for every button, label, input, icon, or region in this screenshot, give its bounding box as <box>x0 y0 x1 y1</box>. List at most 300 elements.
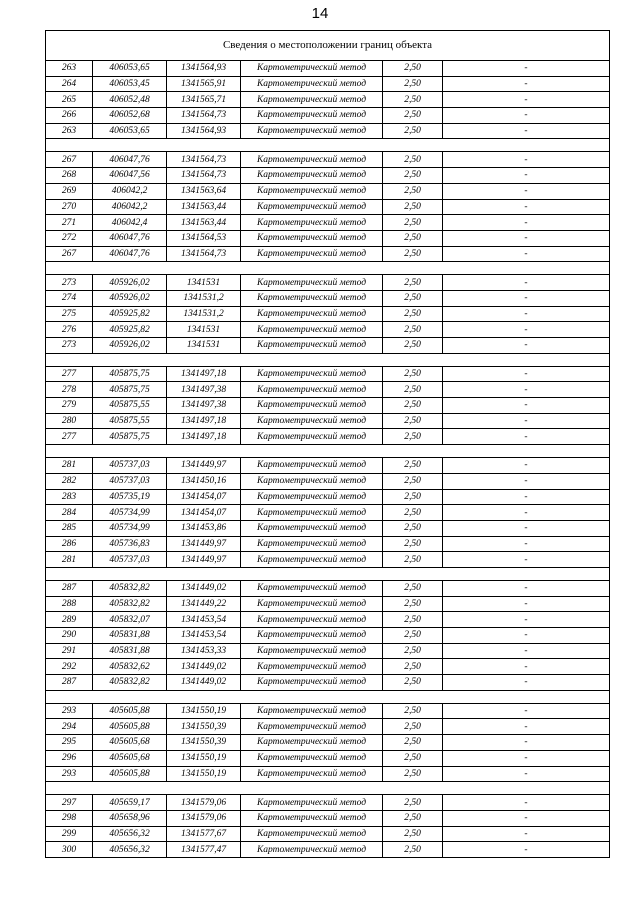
accuracy-cell: 2,50 <box>383 413 443 429</box>
table-row <box>46 183 610 199</box>
description-cell: - <box>443 505 610 521</box>
y-coordinate-cell: 1341550,39 <box>167 735 241 751</box>
point-number-cell: 263 <box>46 61 93 77</box>
accuracy-cell: 2,50 <box>383 275 443 291</box>
accuracy-cell: 2,50 <box>383 505 443 521</box>
point-number-cell: 272 <box>46 230 93 246</box>
method-cell: Картометрический метод <box>241 246 383 262</box>
point-number-cell: 289 <box>46 612 93 628</box>
description-cell: - <box>443 61 610 77</box>
point-number-cell: 300 <box>46 842 93 858</box>
description-cell: - <box>443 612 610 628</box>
x-coordinate-cell: 406053,65 <box>93 61 167 77</box>
accuracy-cell: 2,50 <box>383 458 443 474</box>
group-separator-row <box>46 262 610 275</box>
x-coordinate-cell: 405875,75 <box>93 429 167 445</box>
x-coordinate-cell: 405735,19 <box>93 489 167 505</box>
point-number-cell: 266 <box>46 108 93 124</box>
method-cell: Картометрический метод <box>241 92 383 108</box>
description-cell: - <box>443 596 610 612</box>
table-row <box>46 520 610 536</box>
y-coordinate-cell: 1341577,67 <box>167 826 241 842</box>
x-coordinate-cell: 406047,56 <box>93 168 167 184</box>
y-coordinate-cell: 1341564,53 <box>167 230 241 246</box>
x-coordinate-cell: 405875,75 <box>93 366 167 382</box>
description-cell: - <box>443 108 610 124</box>
table-row <box>46 338 610 354</box>
point-number-cell: 273 <box>46 338 93 354</box>
table-title-row <box>46 31 610 61</box>
accuracy-cell: 2,50 <box>383 76 443 92</box>
point-number-cell: 270 <box>46 199 93 215</box>
table-row <box>46 703 610 719</box>
point-number-cell: 276 <box>46 322 93 338</box>
point-number-cell: 264 <box>46 76 93 92</box>
x-coordinate-cell: 406047,76 <box>93 230 167 246</box>
point-number-cell: 293 <box>46 703 93 719</box>
accuracy-cell: 2,50 <box>383 473 443 489</box>
y-coordinate-cell: 1341563,44 <box>167 199 241 215</box>
method-cell: Картометрический метод <box>241 199 383 215</box>
x-coordinate-cell: 406042,2 <box>93 199 167 215</box>
y-coordinate-cell: 1341564,73 <box>167 108 241 124</box>
accuracy-cell: 2,50 <box>383 230 443 246</box>
table-row <box>46 152 610 168</box>
description-cell: - <box>443 76 610 92</box>
y-coordinate-cell: 1341453,54 <box>167 628 241 644</box>
method-cell: Картометрический метод <box>241 338 383 354</box>
accuracy-cell: 2,50 <box>383 92 443 108</box>
accuracy-cell: 2,50 <box>383 168 443 184</box>
separator-cell <box>46 139 610 152</box>
x-coordinate-cell: 405832,62 <box>93 659 167 675</box>
x-coordinate-cell: 405875,55 <box>93 398 167 414</box>
table-row <box>46 199 610 215</box>
separator-cell <box>46 782 610 795</box>
point-number-cell: 285 <box>46 520 93 536</box>
group-separator-row <box>46 567 610 580</box>
point-number-cell: 278 <box>46 382 93 398</box>
description-cell: - <box>443 183 610 199</box>
table-row <box>46 596 610 612</box>
table-row <box>46 735 610 751</box>
description-cell: - <box>443 429 610 445</box>
point-number-cell: 263 <box>46 123 93 139</box>
x-coordinate-cell: 405925,82 <box>93 306 167 322</box>
y-coordinate-cell: 1341565,91 <box>167 76 241 92</box>
separator-cell <box>46 567 610 580</box>
table-row <box>46 750 610 766</box>
accuracy-cell: 2,50 <box>383 108 443 124</box>
method-cell: Картометрический метод <box>241 596 383 612</box>
method-cell: Картометрический метод <box>241 215 383 231</box>
y-coordinate-cell: 1341449,97 <box>167 552 241 568</box>
x-coordinate-cell: 405832,82 <box>93 675 167 691</box>
description-cell: - <box>443 458 610 474</box>
y-coordinate-cell: 1341550,19 <box>167 766 241 782</box>
y-coordinate-cell: 1341564,93 <box>167 61 241 77</box>
table-row <box>46 675 610 691</box>
x-coordinate-cell: 405832,07 <box>93 612 167 628</box>
x-coordinate-cell: 405605,88 <box>93 766 167 782</box>
point-number-cell: 299 <box>46 826 93 842</box>
description-cell: - <box>443 215 610 231</box>
accuracy-cell: 2,50 <box>383 520 443 536</box>
x-coordinate-cell: 405605,88 <box>93 719 167 735</box>
separator-cell <box>46 445 610 458</box>
table-row <box>46 795 610 811</box>
point-number-cell: 275 <box>46 306 93 322</box>
y-coordinate-cell: 1341497,38 <box>167 382 241 398</box>
table-title: Сведения о местоположении границ объекта <box>46 31 610 61</box>
accuracy-cell: 2,50 <box>383 322 443 338</box>
description-cell: - <box>443 552 610 568</box>
boundary-table-sheet <box>45 30 609 858</box>
point-number-cell: 280 <box>46 413 93 429</box>
y-coordinate-cell: 1341563,44 <box>167 215 241 231</box>
table-row <box>46 76 610 92</box>
page-number: 14 <box>311 5 329 22</box>
description-cell: - <box>443 246 610 262</box>
table-row <box>46 108 610 124</box>
accuracy-cell: 2,50 <box>383 703 443 719</box>
method-cell: Картометрический метод <box>241 61 383 77</box>
x-coordinate-cell: 406042,2 <box>93 183 167 199</box>
description-cell: - <box>443 580 610 596</box>
x-coordinate-cell: 405926,02 <box>93 338 167 354</box>
y-coordinate-cell: 1341453,86 <box>167 520 241 536</box>
y-coordinate-cell: 1341449,97 <box>167 458 241 474</box>
method-cell: Картометрический метод <box>241 306 383 322</box>
x-coordinate-cell: 405734,99 <box>93 505 167 521</box>
point-number-cell: 287 <box>46 675 93 691</box>
description-cell: - <box>443 306 610 322</box>
y-coordinate-cell: 1341449,02 <box>167 675 241 691</box>
accuracy-cell: 2,50 <box>383 489 443 505</box>
method-cell: Картометрический метод <box>241 842 383 858</box>
description-cell: - <box>443 659 610 675</box>
x-coordinate-cell: 405734,99 <box>93 520 167 536</box>
table-row <box>46 659 610 675</box>
table-row <box>46 366 610 382</box>
description-cell: - <box>443 536 610 552</box>
description-cell: - <box>443 766 610 782</box>
point-number-cell: 295 <box>46 735 93 751</box>
point-number-cell: 284 <box>46 505 93 521</box>
description-cell: - <box>443 123 610 139</box>
table-row <box>46 382 610 398</box>
table-row <box>46 552 610 568</box>
description-cell: - <box>443 338 610 354</box>
method-cell: Картометрический метод <box>241 826 383 842</box>
separator-cell <box>46 262 610 275</box>
point-number-cell: 277 <box>46 366 93 382</box>
description-cell: - <box>443 735 610 751</box>
point-number-cell: 296 <box>46 750 93 766</box>
method-cell: Картометрический метод <box>241 719 383 735</box>
y-coordinate-cell: 1341531,2 <box>167 290 241 306</box>
y-coordinate-cell: 1341449,22 <box>167 596 241 612</box>
table-row <box>46 489 610 505</box>
x-coordinate-cell: 405831,88 <box>93 628 167 644</box>
accuracy-cell: 2,50 <box>383 735 443 751</box>
method-cell: Картометрический метод <box>241 458 383 474</box>
table-row <box>46 643 610 659</box>
point-number-cell: 277 <box>46 429 93 445</box>
y-coordinate-cell: 1341497,18 <box>167 413 241 429</box>
method-cell: Картометрический метод <box>241 536 383 552</box>
method-cell: Картометрический метод <box>241 382 383 398</box>
y-coordinate-cell: 1341450,16 <box>167 473 241 489</box>
table-row <box>46 580 610 596</box>
table-row <box>46 61 610 77</box>
accuracy-cell: 2,50 <box>383 552 443 568</box>
x-coordinate-cell: 405659,17 <box>93 795 167 811</box>
y-coordinate-cell: 1341497,18 <box>167 366 241 382</box>
x-coordinate-cell: 405737,03 <box>93 458 167 474</box>
method-cell: Картометрический метод <box>241 735 383 751</box>
method-cell: Картометрический метод <box>241 123 383 139</box>
accuracy-cell: 2,50 <box>383 215 443 231</box>
x-coordinate-cell: 405656,32 <box>93 842 167 858</box>
y-coordinate-cell: 1341564,73 <box>167 152 241 168</box>
table-row <box>46 92 610 108</box>
y-coordinate-cell: 1341497,38 <box>167 398 241 414</box>
x-coordinate-cell: 406052,68 <box>93 108 167 124</box>
method-cell: Картометрический метод <box>241 76 383 92</box>
y-coordinate-cell: 1341531 <box>167 322 241 338</box>
x-coordinate-cell: 405736,83 <box>93 536 167 552</box>
accuracy-cell: 2,50 <box>383 612 443 628</box>
y-coordinate-cell: 1341564,73 <box>167 246 241 262</box>
accuracy-cell: 2,50 <box>383 338 443 354</box>
description-cell: - <box>443 168 610 184</box>
description-cell: - <box>443 675 610 691</box>
description-cell: - <box>443 520 610 536</box>
description-cell: - <box>443 826 610 842</box>
table-row <box>46 826 610 842</box>
method-cell: Картометрический метод <box>241 675 383 691</box>
method-cell: Картометрический метод <box>241 750 383 766</box>
x-coordinate-cell: 406042,4 <box>93 215 167 231</box>
table-row <box>46 505 610 521</box>
table-row <box>46 322 610 338</box>
method-cell: Картометрический метод <box>241 152 383 168</box>
x-coordinate-cell: 406053,45 <box>93 76 167 92</box>
method-cell: Картометрический метод <box>241 108 383 124</box>
accuracy-cell: 2,50 <box>383 810 443 826</box>
y-coordinate-cell: 1341563,64 <box>167 183 241 199</box>
accuracy-cell: 2,50 <box>383 842 443 858</box>
y-coordinate-cell: 1341564,93 <box>167 123 241 139</box>
accuracy-cell: 2,50 <box>383 826 443 842</box>
y-coordinate-cell: 1341449,97 <box>167 536 241 552</box>
y-coordinate-cell: 1341453,54 <box>167 612 241 628</box>
table-row <box>46 413 610 429</box>
point-number-cell: 297 <box>46 795 93 811</box>
table-row <box>46 290 610 306</box>
method-cell: Картометрический метод <box>241 795 383 811</box>
table-row <box>46 123 610 139</box>
method-cell: Картометрический метод <box>241 766 383 782</box>
accuracy-cell: 2,50 <box>383 382 443 398</box>
point-number-cell: 292 <box>46 659 93 675</box>
table-row <box>46 458 610 474</box>
method-cell: Картометрический метод <box>241 398 383 414</box>
y-coordinate-cell: 1341453,33 <box>167 643 241 659</box>
description-cell: - <box>443 750 610 766</box>
description-cell: - <box>443 398 610 414</box>
point-number-cell: 293 <box>46 766 93 782</box>
x-coordinate-cell: 405875,55 <box>93 413 167 429</box>
x-coordinate-cell: 405875,75 <box>93 382 167 398</box>
x-coordinate-cell: 405658,96 <box>93 810 167 826</box>
x-coordinate-cell: 405605,88 <box>93 703 167 719</box>
description-cell: - <box>443 795 610 811</box>
x-coordinate-cell: 405656,32 <box>93 826 167 842</box>
point-number-cell: 290 <box>46 628 93 644</box>
group-separator-row <box>46 782 610 795</box>
y-coordinate-cell: 1341565,71 <box>167 92 241 108</box>
accuracy-cell: 2,50 <box>383 750 443 766</box>
description-cell: - <box>443 290 610 306</box>
accuracy-cell: 2,50 <box>383 675 443 691</box>
table-row <box>46 429 610 445</box>
description-cell: - <box>443 473 610 489</box>
description-cell: - <box>443 413 610 429</box>
accuracy-cell: 2,50 <box>383 246 443 262</box>
method-cell: Картометрический метод <box>241 429 383 445</box>
point-number-cell: 267 <box>46 152 93 168</box>
description-cell: - <box>443 489 610 505</box>
table-row <box>46 168 610 184</box>
description-cell: - <box>443 322 610 338</box>
table-row <box>46 612 610 628</box>
separator-cell <box>46 690 610 703</box>
point-number-cell: 281 <box>46 458 93 474</box>
point-number-cell: 283 <box>46 489 93 505</box>
description-cell: - <box>443 366 610 382</box>
point-number-cell: 288 <box>46 596 93 612</box>
method-cell: Картометрический метод <box>241 703 383 719</box>
point-number-cell: 298 <box>46 810 93 826</box>
point-number-cell: 267 <box>46 246 93 262</box>
accuracy-cell: 2,50 <box>383 795 443 811</box>
method-cell: Картометрический метод <box>241 473 383 489</box>
x-coordinate-cell: 405832,82 <box>93 580 167 596</box>
description-cell: - <box>443 152 610 168</box>
description-cell: - <box>443 230 610 246</box>
point-number-cell: 265 <box>46 92 93 108</box>
y-coordinate-cell: 1341577,47 <box>167 842 241 858</box>
table-row <box>46 766 610 782</box>
method-cell: Картометрический метод <box>241 552 383 568</box>
y-coordinate-cell: 1341454,07 <box>167 489 241 505</box>
accuracy-cell: 2,50 <box>383 199 443 215</box>
accuracy-cell: 2,50 <box>383 766 443 782</box>
x-coordinate-cell: 405737,03 <box>93 552 167 568</box>
method-cell: Картометрический метод <box>241 520 383 536</box>
y-coordinate-cell: 1341531 <box>167 338 241 354</box>
accuracy-cell: 2,50 <box>383 628 443 644</box>
method-cell: Картометрический метод <box>241 580 383 596</box>
point-number-cell: 279 <box>46 398 93 414</box>
method-cell: Картометрический метод <box>241 290 383 306</box>
accuracy-cell: 2,50 <box>383 643 443 659</box>
method-cell: Картометрический метод <box>241 612 383 628</box>
method-cell: Картометрический метод <box>241 659 383 675</box>
accuracy-cell: 2,50 <box>383 152 443 168</box>
y-coordinate-cell: 1341550,19 <box>167 750 241 766</box>
table-row <box>46 628 610 644</box>
table-row <box>46 719 610 735</box>
description-cell: - <box>443 628 610 644</box>
description-cell: - <box>443 810 610 826</box>
point-number-cell: 281 <box>46 552 93 568</box>
y-coordinate-cell: 1341550,19 <box>167 703 241 719</box>
method-cell: Картометрический метод <box>241 366 383 382</box>
description-cell: - <box>443 842 610 858</box>
accuracy-cell: 2,50 <box>383 596 443 612</box>
point-number-cell: 273 <box>46 275 93 291</box>
x-coordinate-cell: 405605,68 <box>93 735 167 751</box>
x-coordinate-cell: 405832,82 <box>93 596 167 612</box>
y-coordinate-cell: 1341579,06 <box>167 795 241 811</box>
table-row <box>46 473 610 489</box>
method-cell: Картометрический метод <box>241 413 383 429</box>
description-cell: - <box>443 382 610 398</box>
x-coordinate-cell: 405737,03 <box>93 473 167 489</box>
description-cell: - <box>443 199 610 215</box>
x-coordinate-cell: 405926,02 <box>93 290 167 306</box>
group-separator-row <box>46 445 610 458</box>
accuracy-cell: 2,50 <box>383 429 443 445</box>
method-cell: Картометрический метод <box>241 168 383 184</box>
table-row <box>46 230 610 246</box>
accuracy-cell: 2,50 <box>383 306 443 322</box>
table-row <box>46 842 610 858</box>
method-cell: Картометрический метод <box>241 322 383 338</box>
table-row <box>46 810 610 826</box>
point-number-cell: 274 <box>46 290 93 306</box>
table-row <box>46 536 610 552</box>
y-coordinate-cell: 1341449,02 <box>167 580 241 596</box>
description-cell: - <box>443 719 610 735</box>
description-cell: - <box>443 643 610 659</box>
accuracy-cell: 2,50 <box>383 398 443 414</box>
x-coordinate-cell: 405925,82 <box>93 322 167 338</box>
y-coordinate-cell: 1341531 <box>167 275 241 291</box>
accuracy-cell: 2,50 <box>383 61 443 77</box>
point-number-cell: 287 <box>46 580 93 596</box>
separator-cell <box>46 353 610 366</box>
y-coordinate-cell: 1341449,02 <box>167 659 241 675</box>
point-number-cell: 294 <box>46 719 93 735</box>
group-separator-row <box>46 139 610 152</box>
point-number-cell: 286 <box>46 536 93 552</box>
y-coordinate-cell: 1341550,39 <box>167 719 241 735</box>
point-number-cell: 282 <box>46 473 93 489</box>
y-coordinate-cell: 1341579,06 <box>167 810 241 826</box>
point-number-cell: 269 <box>46 183 93 199</box>
description-cell: - <box>443 275 610 291</box>
y-coordinate-cell: 1341454,07 <box>167 505 241 521</box>
table-row <box>46 398 610 414</box>
method-cell: Картометрический метод <box>241 505 383 521</box>
method-cell: Картометрический метод <box>241 183 383 199</box>
table-row <box>46 215 610 231</box>
method-cell: Картометрический метод <box>241 643 383 659</box>
